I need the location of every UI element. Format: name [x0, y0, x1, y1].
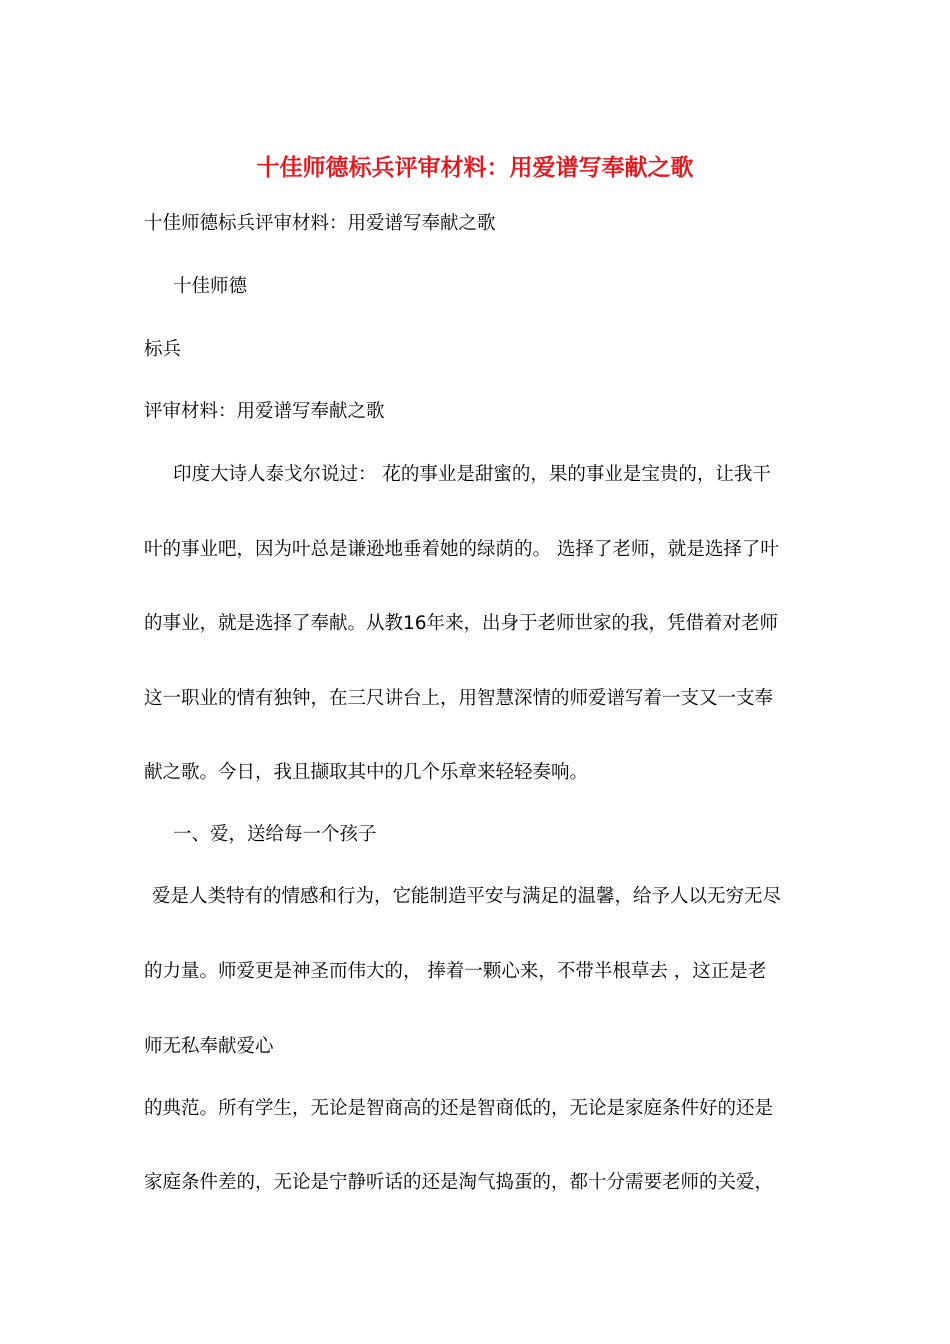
heading-fragment-2: 标兵	[144, 339, 182, 360]
paragraph-line: 的力量。师爱更是神圣而伟大的， 捧着一颗心来，不带半根草去 ，这正是老	[144, 961, 767, 982]
heading-fragment-3: 评审材料：用爱谱写奉献之歌	[144, 401, 385, 422]
heading-fragment-1: 十佳师德	[173, 276, 248, 297]
paragraph-line: 师无私奉献爱心	[144, 1036, 274, 1057]
paragraph-line: 这一职业的情有独钟，在三尺讲台上，用智慧深情的师爱谱写着一支又一支奉	[144, 688, 774, 709]
paragraph-line: 家庭条件差的，无论是宁静听话的还是淘气捣蛋的，都十分需要老师的关爱，	[144, 1172, 774, 1193]
document-title: 十佳师德标兵评审材料：用爱谱写奉献之歌	[256, 154, 694, 181]
paragraph-line: 叶的事业吧，因为叶总是谦逊地垂着她的绿荫的。 选择了老师，就是选择了叶	[144, 539, 779, 560]
section-heading: 一、爱，送给每一个孩子	[173, 824, 377, 845]
paragraph-line: 的事业，就是选择了奉献。从教16年来，出身于老师世家的我，凭借着对老师	[144, 613, 779, 634]
paragraph-line: 的典范。所有学生，无论是智商高的还是智商低的，无论是家庭条件好的还是	[144, 1098, 774, 1119]
paragraph-line: 印度大诗人泰戈尔说过： 花的事业是甜蜜的，果的事业是宝贵的，让我干	[173, 464, 771, 485]
paragraph-line: 献之歌。今日，我且撷取其中的几个乐章来轻轻奏响。	[144, 762, 589, 783]
paragraph-line: 爱是人类特有的情感和行为，它能制造平安与满足的温馨，给予人以无穷无尽	[152, 886, 782, 907]
subtitle-line: 十佳师德标兵评审材料：用爱谱写奉献之歌	[144, 213, 496, 234]
